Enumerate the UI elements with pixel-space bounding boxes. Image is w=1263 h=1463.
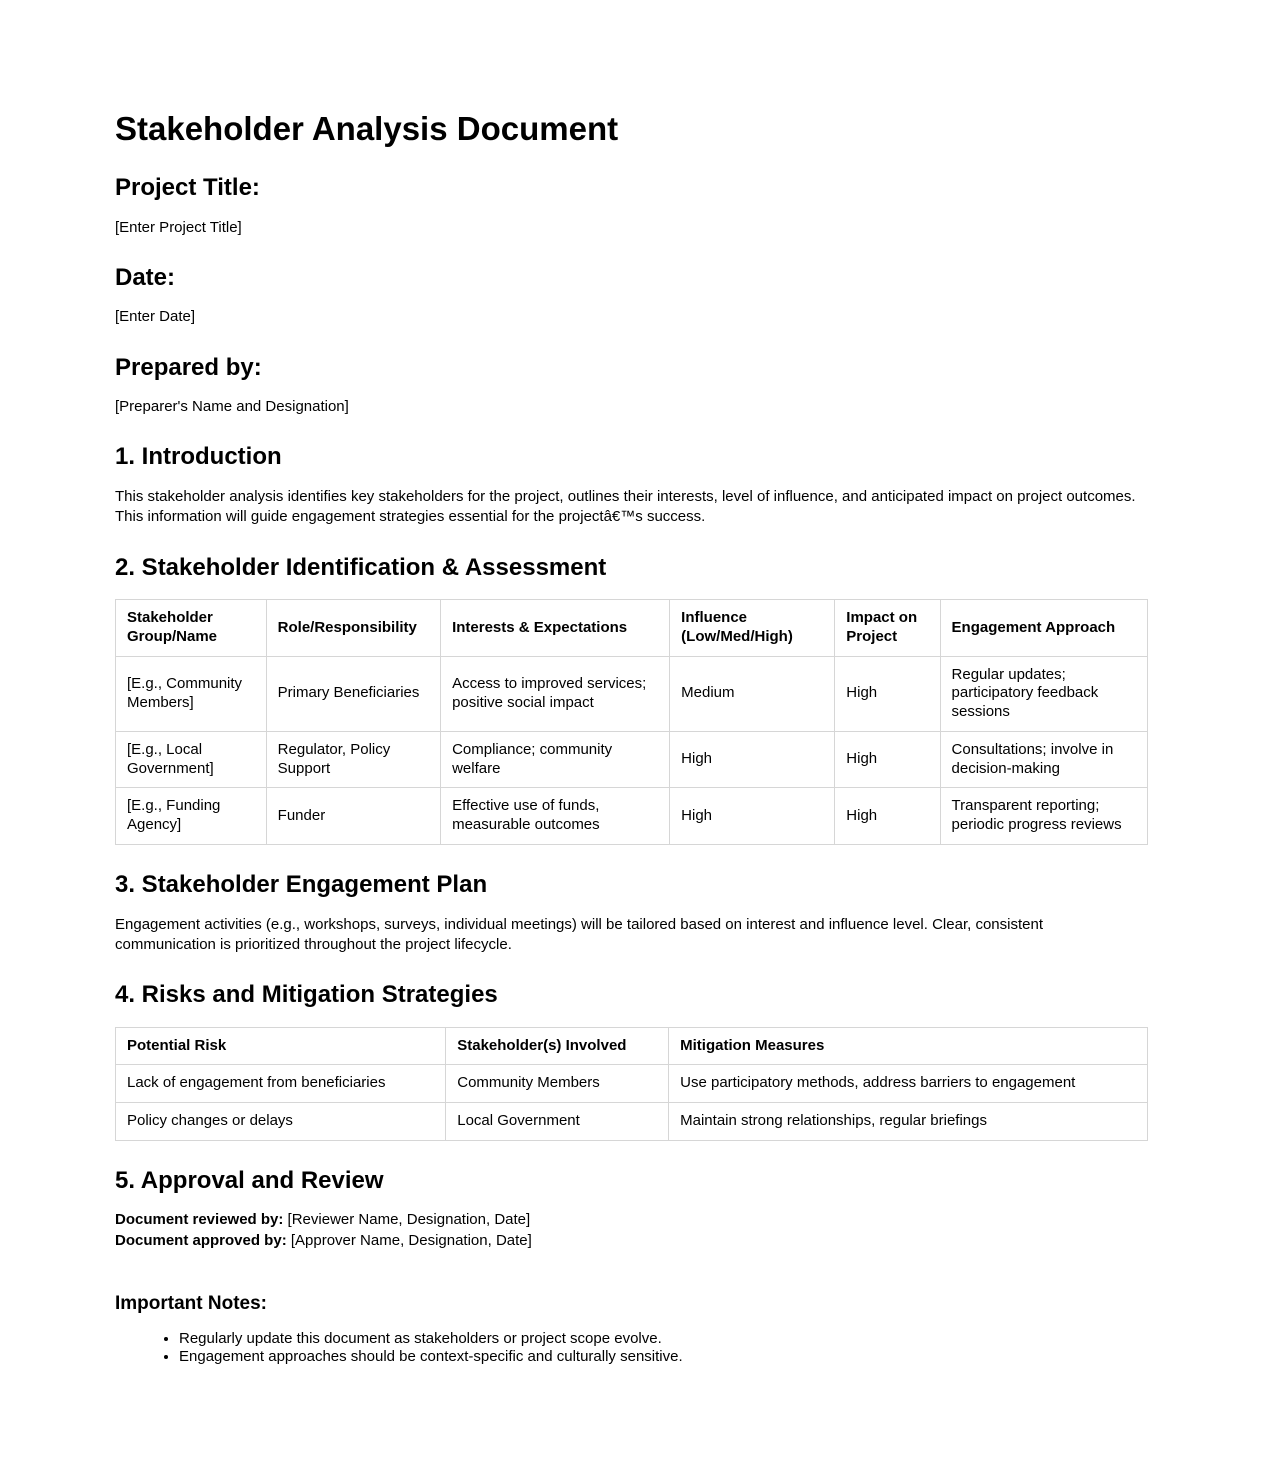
stakeholder-table bbox=[115, 599, 1148, 845]
table-cell: Regular updates; participatory feedback sessions bbox=[940, 656, 1147, 731]
table-cell: High bbox=[670, 788, 835, 845]
risk-table-header-row bbox=[116, 1027, 1148, 1065]
table-cell: Policy changes or delays bbox=[116, 1103, 446, 1141]
risk-table-header-mitigation: Mitigation Measures bbox=[669, 1027, 1148, 1065]
page-title: Stakeholder Analysis Document bbox=[115, 110, 619, 147]
approved-by-label: Document approved by: bbox=[115, 1231, 287, 1249]
table-cell: Use participatory methods, address barriers to engagement bbox=[669, 1065, 1148, 1103]
field-label-project-title: Project Title: bbox=[115, 173, 260, 201]
field-label-prepared-by: Prepared by: bbox=[115, 353, 262, 381]
approval-lines bbox=[115, 1210, 1148, 1251]
stakeholder-table-header-influence: Influence (Low/Med/High) bbox=[670, 600, 835, 657]
table-cell: Regulator, Policy Support bbox=[266, 731, 440, 788]
table-cell: Primary Beneficiaries bbox=[266, 656, 440, 731]
section-heading-identification: 2. Stakeholder Identification & Assessment bbox=[115, 553, 607, 581]
table-cell: Maintain strong relationships, regular briefings bbox=[669, 1103, 1148, 1141]
stakeholder-table-header-row bbox=[116, 600, 1148, 657]
approved-by-line bbox=[115, 1231, 1148, 1251]
table-row bbox=[116, 1103, 1148, 1141]
table-cell: High bbox=[835, 731, 940, 788]
field-value-project-title: [Enter Project Title] bbox=[115, 218, 242, 236]
table-cell: High bbox=[835, 656, 940, 731]
table-row bbox=[116, 1065, 1148, 1103]
list-item: • Regularly update this document as stakeholders or project scope evolve. bbox=[179, 1330, 1148, 1349]
reviewed-by-label: Document reviewed by: bbox=[115, 1211, 284, 1229]
section-heading-engagement: 3. Stakeholder Engagement Plan bbox=[115, 870, 488, 898]
stakeholder-table-header-interests: Interests & Expectations bbox=[441, 600, 670, 657]
section-heading-introduction: 1. Introduction bbox=[115, 443, 282, 471]
risk-table-header-stakeholders: Stakeholder(s) Involved bbox=[446, 1027, 669, 1065]
table-cell: Medium bbox=[670, 656, 835, 731]
table-cell: Transparent reporting; periodic progress reviews bbox=[940, 788, 1147, 845]
reviewed-by-line bbox=[115, 1210, 1148, 1230]
notes-heading: Important Notes: bbox=[115, 1292, 267, 1314]
risk-table bbox=[115, 1027, 1148, 1141]
approved-by-value: [Approver Name, Designation, Date] bbox=[286, 1231, 532, 1249]
table-cell: [E.g., Community Members] bbox=[116, 656, 267, 731]
table-cell: Access to improved services; positive social impact bbox=[441, 656, 670, 731]
stakeholder-table-header-role: Role/Responsibility bbox=[266, 600, 440, 657]
table-cell: [E.g., Funding Agency] bbox=[116, 788, 267, 845]
notes-list bbox=[115, 1330, 1148, 1368]
table-cell: [E.g., Local Government] bbox=[116, 731, 267, 788]
table-row bbox=[116, 788, 1148, 845]
table-cell: High bbox=[835, 788, 940, 845]
table-row bbox=[116, 731, 1148, 788]
table-cell: Consultations; involve in decision-making bbox=[940, 731, 1147, 788]
risk-table-header-risk: Potential Risk bbox=[116, 1027, 446, 1065]
table-cell: Community Members bbox=[446, 1065, 669, 1103]
list-item: • Engagement approaches should be context-specific and culturally sensitive. bbox=[179, 1348, 1148, 1367]
table-cell: Lack of engagement from beneficiaries bbox=[116, 1065, 446, 1103]
table-row bbox=[116, 656, 1148, 731]
engagement-paragraph: Engagement activities (e.g., workshops, surveys, individual meetings) will be tailored based on interest and influence level. Clear, consistent communication is prioritized throughout the project lifecycle. bbox=[115, 915, 1043, 953]
field-value-prepared-by: [Preparer's Name and Designation] bbox=[115, 398, 349, 416]
reviewed-by-value: [Reviewer Name, Designation, Date] bbox=[283, 1211, 531, 1229]
stakeholder-table-header-engagement: Engagement Approach bbox=[940, 600, 1147, 657]
table-cell: Effective use of funds, measurable outcomes bbox=[441, 788, 670, 845]
section-heading-approval: 5. Approval and Review bbox=[115, 1166, 384, 1194]
field-label-date: Date: bbox=[115, 263, 176, 291]
table-cell: Compliance; community welfare bbox=[441, 731, 670, 788]
table-cell: High bbox=[670, 731, 835, 788]
table-cell: Funder bbox=[266, 788, 440, 845]
introduction-paragraph: This stakeholder analysis identifies key stakeholders for the project, outlines their interests, level of influence, and anticipated impact on project outcomes. This information will guide engagement strategies essential for the projectâ€™s success. bbox=[115, 488, 1136, 526]
field-value-date: [Enter Date] bbox=[115, 308, 196, 326]
section-heading-risks: 4. Risks and Mitigation Strategies bbox=[115, 981, 498, 1008]
stakeholder-table-header-impact: Impact on Project bbox=[835, 600, 940, 657]
table-cell: Local Government bbox=[446, 1103, 669, 1141]
stakeholder-table-header-group: Stakeholder Group/Name bbox=[116, 600, 267, 657]
